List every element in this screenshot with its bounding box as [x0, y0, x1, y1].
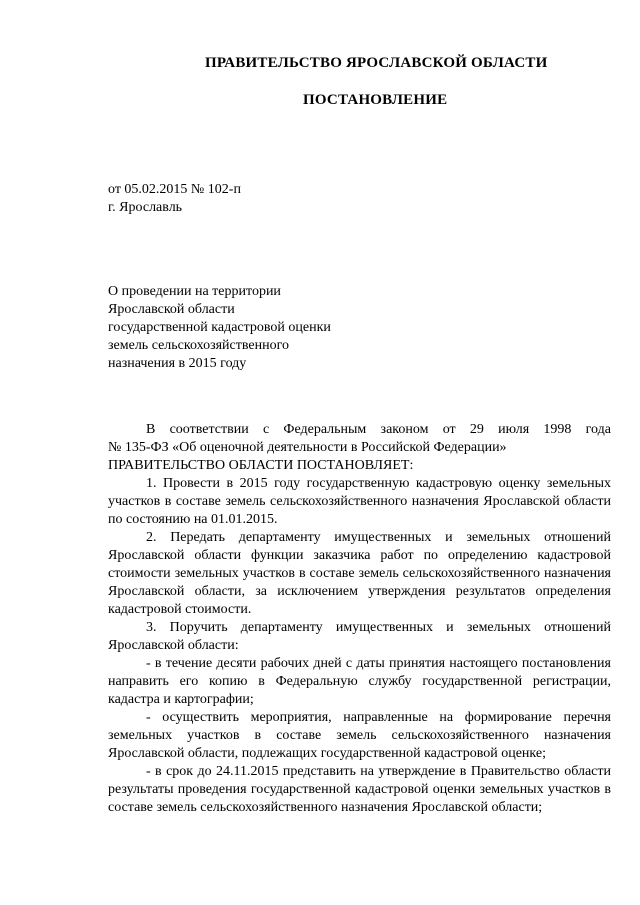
- sub-list-item: - в течение десяти рабочих дней с даты принятия настоящего постановления направить его копию в Федеральную службу государственной регистрации, кадастра и картографии;: [108, 656, 611, 707]
- document-body: [108, 421, 611, 817]
- document-type-title: ПОСТАНОВЛЕНИЕ: [303, 92, 448, 108]
- preamble-line: № 135-ФЗ «Об оценочной деятельности в Российской Федерации»: [108, 440, 507, 455]
- government-title: ПРАВИТЕЛЬСТВО ЯРОСЛАВСКОЙ ОБЛАСТИ: [205, 55, 548, 71]
- preamble-decree: ПРАВИТЕЛЬСТВО ОБЛАСТИ ПОСТАНОВЛЯЕТ:: [108, 458, 414, 473]
- document-subject: [108, 283, 331, 373]
- document-meta: [108, 181, 241, 217]
- list-item: 3. Поручить департаменту имущественных и земельных отношений Ярославской области:: [108, 620, 611, 653]
- subject-line: Ярославской области: [108, 302, 235, 317]
- list-item: 1. Провести в 2015 году государственную кадастровую оценку земельных участков в составе земель сельскохозяйственного назначения Ярославской области по состоянию на 01.01.2015.: [108, 476, 611, 527]
- preamble-line: В соответствии с Федеральным законом от 29 июля 1998 года: [146, 422, 611, 437]
- subject-line: назначения в 2015 году: [108, 356, 247, 371]
- subject-line: земель сельскохозяйственного: [108, 338, 289, 353]
- sub-list-item: - осуществить мероприятия, направленные на формирование перечня земельных участков в составе земель сельскохозяйственного назначения Ярославской области, подлежащих государственной кадастровой оценке;: [108, 710, 611, 761]
- subject-line: государственной кадастровой оценки: [108, 320, 331, 335]
- list-item: 2. Передать департаменту имущественных и земельных отношений Ярославской области функции заказчика работ по определению кадастровой стоимости земельных участков в составе земель сельскохозяйственного назначения Ярославской области, за исключением утверждения результатов определения кадастровой стоимости.: [108, 530, 611, 617]
- date-number: от 05.02.2015 № 102-п: [108, 182, 241, 197]
- sub-list-item: - в срок до 24.11.2015 представить на утверждение в Правительство области результаты проведения государственной кадастровой оценки земельных участков в составе земель сельскохозяйственного назначения Ярославской области;: [108, 764, 611, 815]
- subject-line: О проведении на территории: [108, 284, 281, 299]
- items-list: [108, 475, 611, 817]
- city: г. Ярославль: [108, 200, 183, 215]
